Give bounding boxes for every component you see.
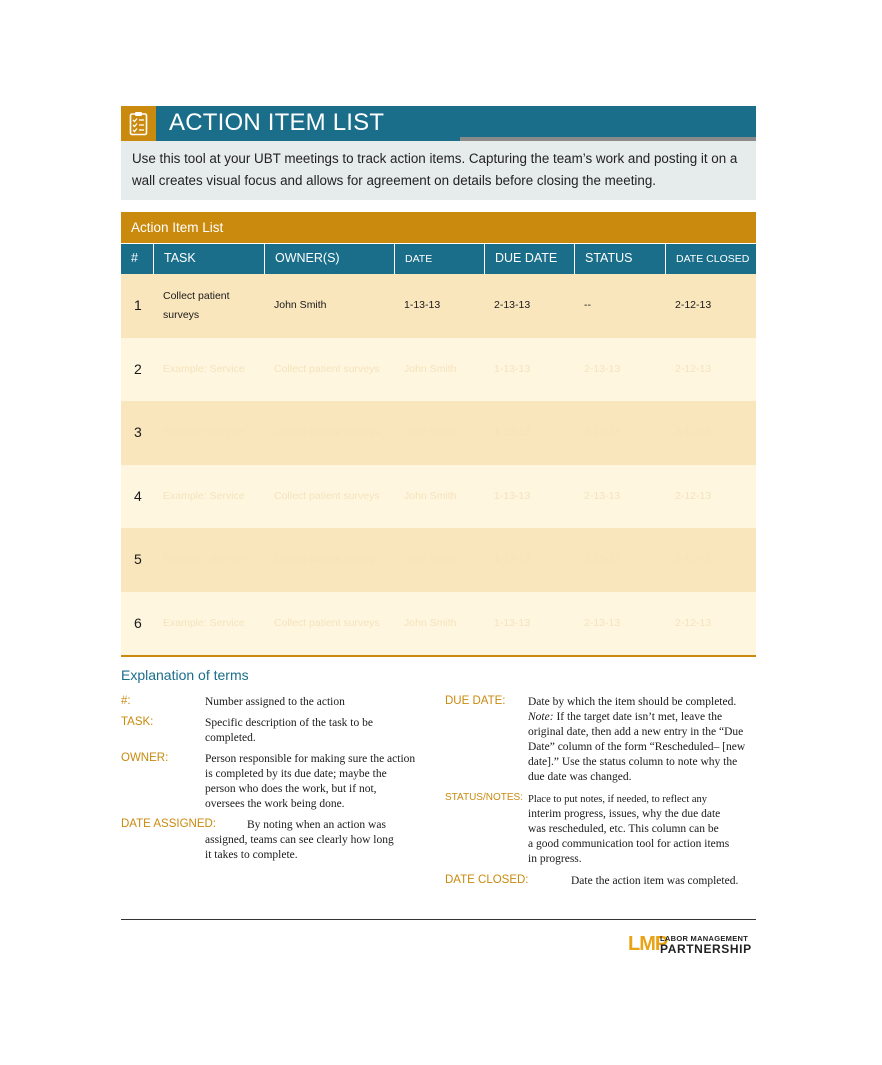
logo-mark: LMP — [628, 933, 668, 955]
term-text-date-closed: Date the action item was completed. — [571, 875, 739, 887]
col-header-date-assigned: DATE — [394, 244, 484, 274]
cell-task: Example: Service — [163, 616, 245, 629]
action-item-table — [121, 212, 756, 657]
cell-date-closed: 2-12-13 — [675, 426, 712, 439]
cell-date-closed: 2-12-13 — [675, 616, 712, 629]
term-line: oversees the work being done. — [205, 798, 345, 810]
term-text-num: Number assigned to the action — [205, 696, 345, 708]
term-line: was rescheduled, etc. This column can be — [528, 823, 719, 835]
cell-date-closed: 2-12-13 — [675, 299, 712, 312]
cell-status: -- — [584, 299, 591, 312]
cell-date-assigned: 1-13-13 — [404, 299, 441, 312]
col-header-owner: OWNER(S) — [264, 244, 394, 274]
table-bottom-rule — [121, 655, 756, 657]
intro-text: Use this tool at your UBT meetings to track action items. Capturing the team’s work and posting it on a wall creates visual focus and allows for agreement on details before closing the meeting. — [132, 151, 738, 188]
term-line: in progress. — [528, 853, 582, 865]
table-row — [121, 528, 756, 592]
cell-owner: John Smith — [274, 299, 327, 312]
term-label-date-assigned: DATE ASSIGNED: — [121, 818, 217, 830]
cell-status: 2-13-13 — [584, 362, 621, 375]
cell-date-assigned: John Smith — [404, 362, 457, 375]
cell-owner: Collect patient surveys — [274, 489, 380, 502]
term-label-status-notes: STATUS/NOTES: — [445, 792, 523, 803]
cell-date-assigned: John Smith — [404, 616, 457, 629]
cell-num: 6 — [134, 614, 142, 631]
cell-due-date: 1-13-13 — [494, 489, 531, 502]
term-text-due-date — [528, 695, 745, 785]
logo-line-2: PARTNERSHIP — [660, 942, 752, 956]
cell-num: 4 — [134, 487, 142, 504]
term-line: date].” Use the status column to note why the — [528, 756, 738, 768]
clipboard-checklist-icon — [121, 106, 156, 141]
term-line: Date by which the item should be completed. — [528, 696, 737, 708]
term-line: is completed by its due date; maybe the — [205, 768, 387, 780]
col-header-date-closed: DATE CLOSED — [665, 244, 756, 274]
term-label-owner: OWNER: — [121, 752, 169, 764]
term-line: By noting when an action was — [247, 819, 386, 831]
term-line: Date” column of the form “Rescheduled– [new — [528, 741, 746, 753]
cell-date-assigned: John Smith — [404, 426, 457, 439]
term-line: interim progress, issues, why the due date — [528, 808, 721, 820]
cell-status: 2-13-13 — [584, 616, 621, 629]
cell-due-date: 1-13-13 — [494, 426, 531, 439]
cell-owner: Collect patient surveys — [274, 553, 380, 566]
term-line: Specific description of the task to be — [205, 717, 373, 729]
cell-task: Example: Service — [163, 362, 245, 375]
term-text-date-assigned — [205, 818, 394, 863]
term-line: person who does the work, but if not, — [205, 783, 377, 795]
cell-owner: Collect patient surveys — [274, 426, 380, 439]
col-header-task: TASK — [153, 244, 264, 274]
term-line: assigned, teams can see clearly how long — [205, 834, 394, 846]
table-row — [121, 401, 756, 465]
cell-num: 1 — [134, 297, 142, 314]
intro-box — [121, 141, 756, 200]
cell-owner: Collect patient surveys — [274, 362, 380, 375]
cell-due-date: 2-13-13 — [494, 299, 531, 312]
table-row — [121, 338, 756, 402]
cell-task: Example: Service — [163, 489, 245, 502]
cell-status: 2-13-13 — [584, 426, 621, 439]
cell-due-date: 1-13-13 — [494, 553, 531, 566]
cell-date-closed: 2-12-13 — [675, 489, 712, 502]
cell-num: 3 — [134, 424, 142, 441]
term-line: original date, then add a new entry in the “Due — [528, 726, 744, 738]
logo-line-1: LABOR MANAGEMENT — [660, 934, 749, 943]
term-line: a good communication tool for action items — [528, 838, 730, 850]
cell-date-assigned: John Smith — [404, 489, 457, 502]
cell-date-assigned: John Smith — [404, 553, 457, 566]
term-line: Person responsible for making sure the action — [205, 753, 416, 765]
term-label-task: TASK: — [121, 716, 154, 728]
term-span: If the target date isn’t met, leave the — [553, 711, 723, 723]
term-line — [528, 710, 745, 725]
term-text-status-notes — [528, 792, 729, 867]
footer-rule — [121, 919, 756, 920]
table-row — [121, 592, 756, 656]
term-text-task — [205, 716, 373, 746]
term-line: it takes to complete. — [205, 849, 298, 861]
lmp-logo — [628, 932, 758, 956]
col-header-due-date: DUE DATE — [484, 244, 574, 274]
term-line: Place to put notes, if needed, to reflect any — [528, 794, 708, 805]
cell-task: Collect patient surveys — [163, 289, 230, 321]
cell-owner: Collect patient surveys — [274, 616, 380, 629]
term-label-num: #: — [121, 695, 131, 707]
cell-num: 2 — [134, 360, 142, 377]
col-header-num: # — [131, 251, 138, 265]
cell-num: 5 — [134, 551, 142, 568]
term-line: due date was changed. — [528, 771, 632, 783]
term-line: completed. — [205, 732, 256, 744]
cell-due-date: 1-13-13 — [494, 362, 531, 375]
table-row — [121, 465, 756, 529]
cell-due-date: 1-13-13 — [494, 616, 531, 629]
term-label-due-date: DUE DATE: — [445, 695, 506, 707]
table-caption: Action Item List — [121, 212, 756, 243]
col-header-status: STATUS — [574, 244, 665, 274]
cell-task: Example: Service — [163, 426, 245, 439]
term-text-owner — [205, 752, 415, 812]
page-title: ACTION ITEM LIST — [169, 109, 385, 136]
title-banner — [121, 106, 756, 141]
table-header-row — [121, 243, 756, 274]
cell-status: 2-13-13 — [584, 489, 621, 502]
cell-date-closed: 2-12-13 — [675, 362, 712, 375]
table-row — [121, 274, 756, 338]
cell-task: Example: Service — [163, 553, 245, 566]
cell-date-closed: 2-12-13 — [675, 553, 712, 566]
term-label-date-closed: DATE CLOSED: — [445, 874, 529, 886]
note-label: Note: — [528, 711, 554, 723]
cell-status: 2-13-13 — [584, 553, 621, 566]
terms-title: Explanation of terms — [121, 667, 249, 683]
